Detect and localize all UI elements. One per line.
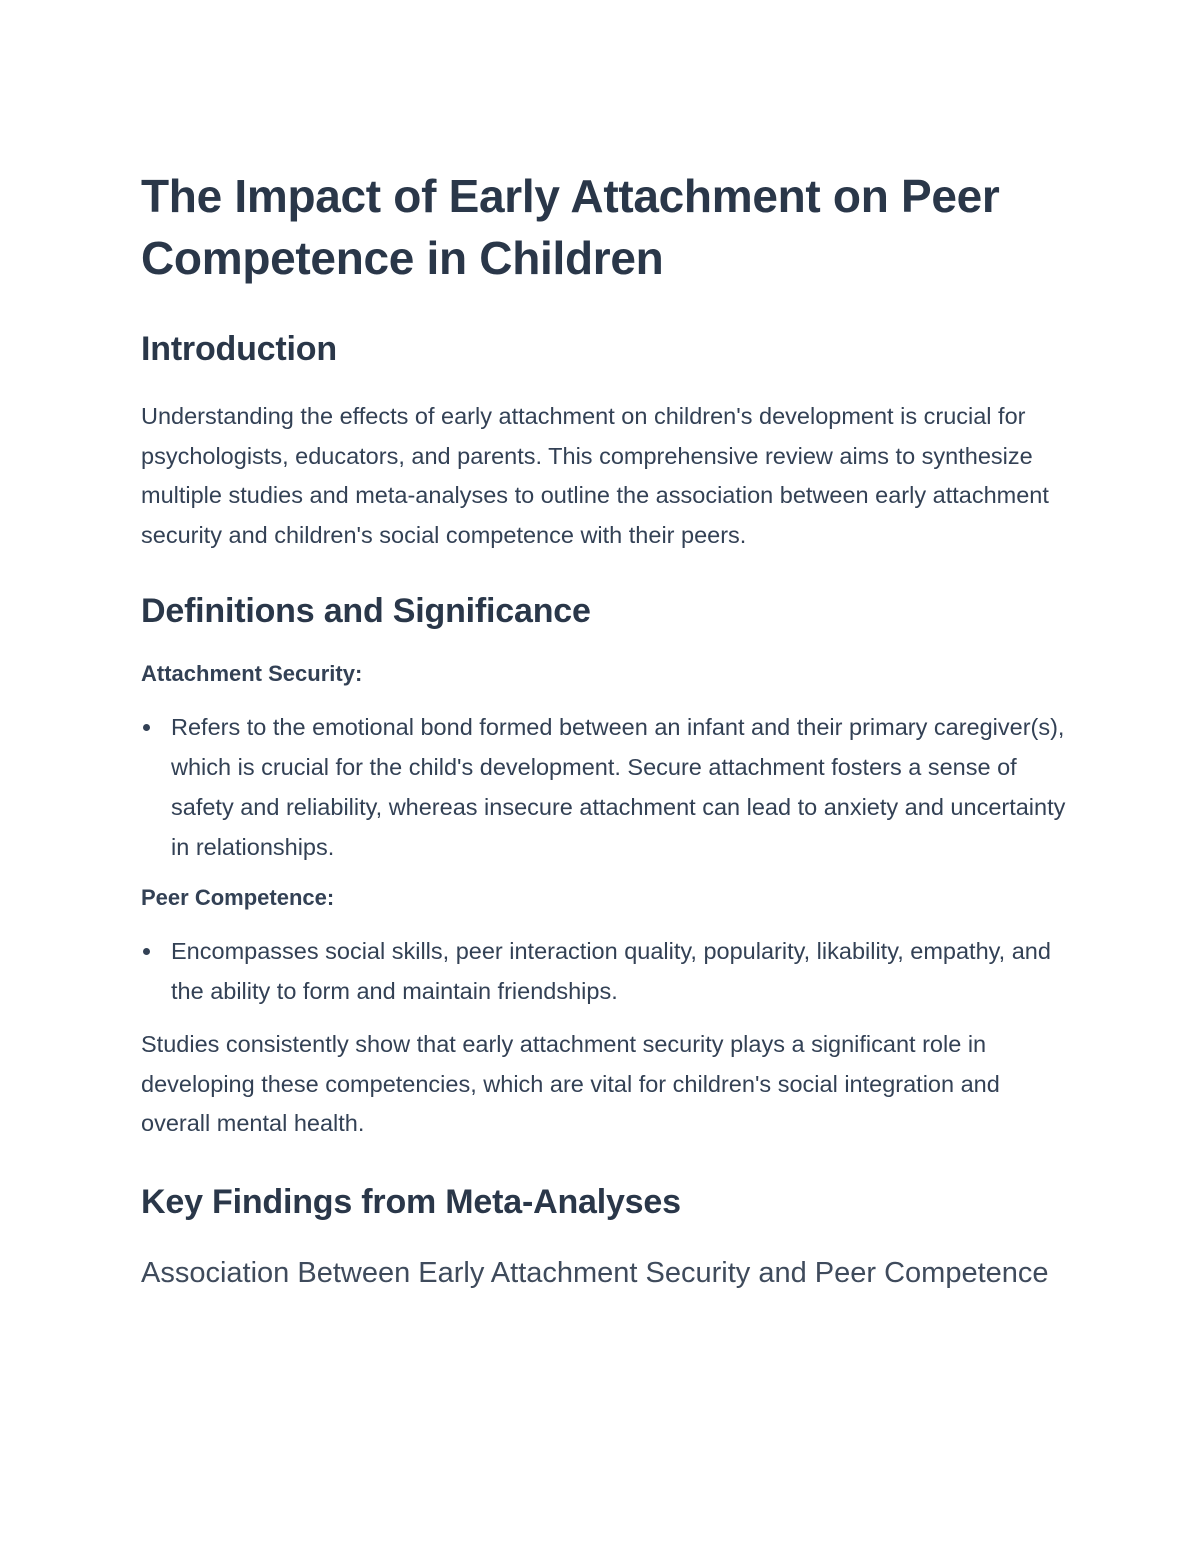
introduction-paragraph: Understanding the effects of early attachment on children's development is crucial for psychologists, educators, and parents. This comprehensive review aims to synthesize multiple studies and meta-analyses to outline the association between early attachment security and children's social competence with their peers. — [141, 403, 1049, 548]
attachment-security-label: Attachment Security: — [141, 661, 363, 686]
association-subheading: Association Between Early Attachment Security and Peer Competence — [141, 1256, 1049, 1289]
attachment-security-text: Refers to the emotional bond formed between an infant and their primary caregiver(s), which is crucial for the child's development. Secure attachment fosters a sense of safety and reliability, whereas insecure attachment can lead to anxiety and uncertainty in relationships. — [171, 714, 1066, 860]
peer-competence-text: Encompasses social skills, peer interaction quality, popularity, likability, empathy, and the ability to form and maintain friendships. — [171, 938, 1051, 1004]
peer-competence-label: Peer Competence: — [141, 885, 335, 910]
introduction-heading: Introduction — [141, 330, 337, 368]
bullet-icon — [143, 724, 150, 731]
document-page — [141, 165, 1071, 1296]
document-title: The Impact of Early Attachment on Peer Competence in Children — [141, 170, 1000, 284]
definitions-heading: Definitions and Significance — [141, 592, 591, 630]
list-item — [141, 707, 1071, 867]
list-item — [141, 931, 1071, 1011]
key-findings-heading: Key Findings from Meta-Analyses — [141, 1182, 681, 1221]
bullet-icon — [143, 948, 150, 955]
peer-competence-list — [141, 931, 1071, 1011]
attachment-security-list — [141, 707, 1071, 867]
studies-paragraph: Studies consistently show that early attachment security plays a significant role in developing these competencies, which are vital for children's social integration and overall mental health. — [141, 1031, 1000, 1136]
